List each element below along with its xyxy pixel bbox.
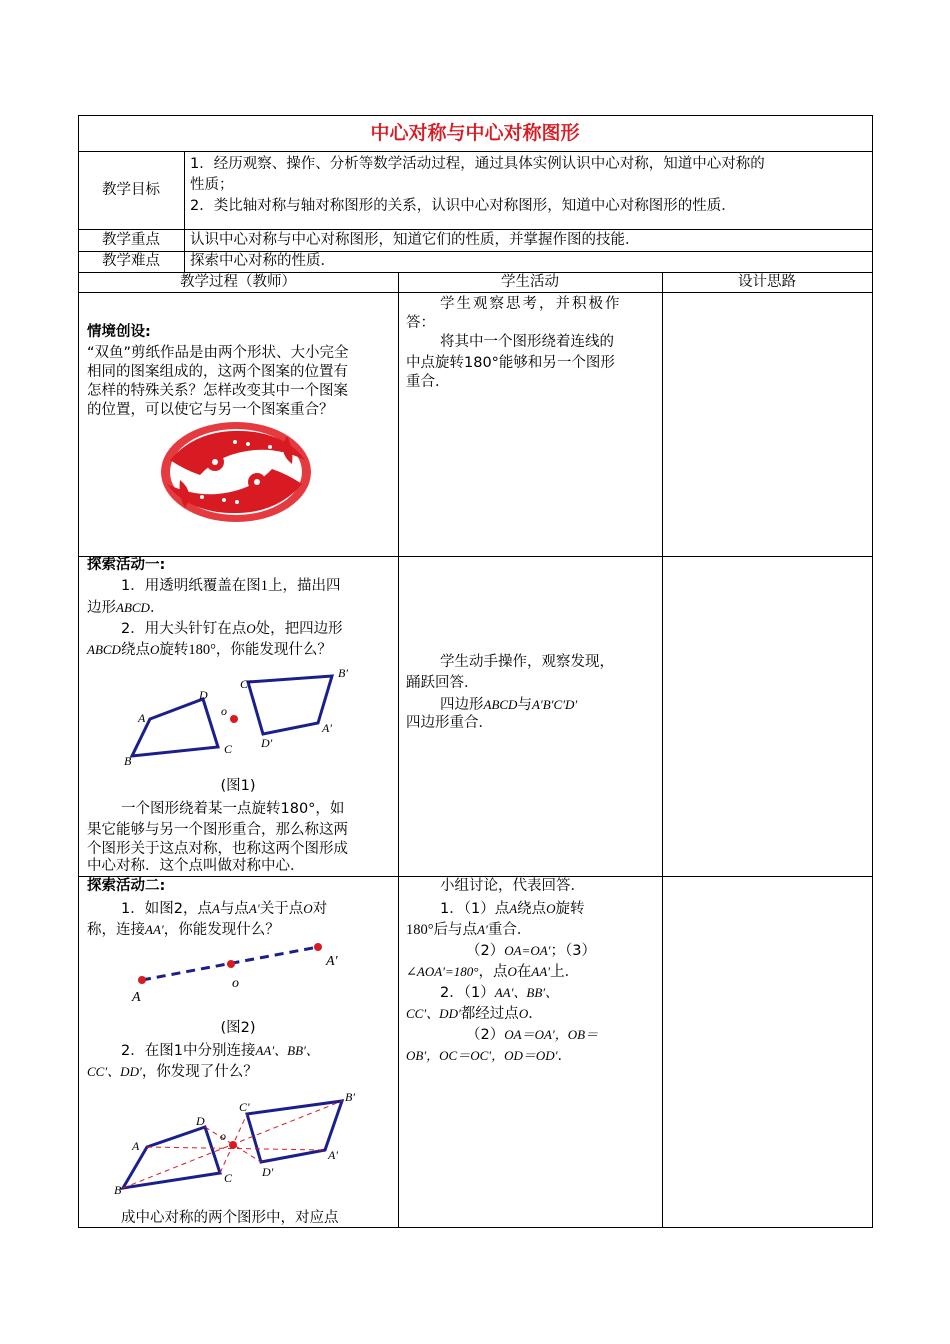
label-o: o [221, 704, 227, 718]
section1-line: 的位置，可以使它与另一个图案重合？ [87, 402, 334, 418]
point-o [227, 960, 235, 968]
label-o: o [220, 1129, 226, 1143]
label-d: D [199, 688, 208, 702]
label-a: A [132, 1139, 140, 1153]
label-d-prime: D′ [261, 736, 273, 750]
section2-step2-cont: ABCD绕点O旋转180°，你能发现什么？ [87, 642, 332, 658]
definition-line: 果它能够与另一个图形重合，那么称这两 [87, 822, 348, 838]
section3-student-line: 2．（1）AA′、BB′、 [440, 985, 559, 1001]
key-text: 认识中心对称与中心对称图形，知道它们的性质，并掌握作图的技能． [190, 232, 640, 248]
column-header-student: 学生活动 [501, 274, 559, 290]
label-c: C [224, 742, 233, 756]
label-a: A [138, 711, 146, 725]
section3-step2-cont: CC′、DD′，你发现了什么？ [87, 1064, 258, 1080]
section1-student-line: 将其中一个图形绕着连线的 [440, 334, 614, 350]
label-d: D [196, 1114, 205, 1128]
section2-step1: 1．用透明纸覆盖在图1上，描出四 [121, 578, 341, 594]
section2-student-line: 学生动手操作，观察发现， [440, 654, 614, 670]
section1-line: 怎样的特殊关系？怎样改变其中一个图案 [87, 383, 348, 399]
definition-line: 一个图形绕着某一点旋转180°，如 [121, 801, 345, 817]
label-a-prime: A′ [328, 1148, 338, 1162]
label-a-prime: A′ [326, 954, 338, 969]
section3-student-line: （2）OA=OA′；（3） [466, 943, 596, 959]
label-c-prime: C′ [239, 1100, 250, 1114]
section2-step2: 2．用大头针钉在点O处，把四边形 [121, 621, 343, 637]
figure-1-caption: (图1) [220, 778, 256, 794]
section1-student-line: 答： [406, 315, 435, 331]
section1-student-line: 中点旋转180°能够和另一个图形 [406, 355, 615, 371]
section3-student-line: CC′、DD′都经过点O． [406, 1006, 543, 1022]
section2-student-line: 踊跃回答． [406, 675, 479, 691]
section1-line: 相同的图案组成的，这两个图案的位置有 [87, 364, 348, 380]
section3-student-intro: 小组讨论，代表回答． [440, 878, 585, 894]
label-a-prime: A′ [322, 721, 332, 735]
section3-last-line: 成中心对称的两个图形中，对应点 [121, 1210, 339, 1226]
difficulty-label: 教学难点 [102, 253, 160, 269]
section3-student-line: 180°后与点A′重合． [406, 922, 532, 938]
section3-heading: 探索活动二: [87, 878, 166, 894]
paper-cut-double-fish-icon [160, 420, 312, 525]
label-d-prime: D′ [262, 1165, 274, 1179]
column-header-design: 设计思路 [738, 274, 796, 290]
page-title: 中心对称与中心对称图形 [370, 122, 580, 144]
section3-step1: 1．如图2，点A与点A′关于点O对 [121, 901, 328, 917]
section2-heading: 探索活动一: [87, 557, 166, 573]
label-b-prime: B′ [338, 666, 348, 680]
figure-2-caption: (图2) [220, 1020, 256, 1036]
difficulty-text: 探索中心对称的性质． [190, 253, 335, 269]
label-c: C [224, 1171, 233, 1185]
label-b-prime: B′ [345, 1090, 355, 1104]
section3-student-line: （2）OA＝OA′，OB＝ [466, 1027, 599, 1043]
section3-student-line: 1．（1）点A绕点O旋转 [440, 901, 585, 917]
quadrilateral-abcd [132, 699, 218, 756]
section3-student-line: OB′，OC＝OC′，OD＝OD′． [406, 1048, 573, 1064]
goal-label: 教学目标 [102, 182, 160, 198]
key-label: 教学重点 [102, 232, 160, 248]
label-o: o [232, 976, 239, 991]
label-c-prime: C′ [240, 677, 251, 691]
definition-line: 个图形关于这点对称，也称这两个图形成 [87, 841, 348, 857]
label-b: B [114, 1183, 122, 1197]
section3-step1-cont: 称，连接AA′，你能发现什么？ [87, 922, 280, 938]
figure-2-segment [128, 935, 348, 1010]
figure-3-connected-quadrilaterals [110, 1088, 370, 1200]
section1-student-line: 重合． [406, 374, 450, 390]
point-a-prime [314, 943, 322, 951]
definition-line: 中心对称．这个点叫做对称中心． [87, 858, 305, 874]
center-point-o [230, 715, 238, 723]
point-a [138, 976, 146, 984]
figure-1-quadrilaterals [110, 662, 370, 777]
section1-line: “双鱼”剪纸作品是由两个形状、大小完全 [87, 345, 349, 361]
label-b: B [124, 754, 132, 768]
section1-heading: 情境创设: [87, 324, 151, 340]
quadrilateral-a1b1c1d1 [248, 676, 332, 734]
column-header-teacher: 教学过程（教师） [180, 274, 296, 290]
section2-step1-cont: 边形ABCD． [87, 600, 165, 616]
section1-student-line: 学生观察思考，并积极作 [440, 296, 622, 312]
section3-student-line: ∠AOA′=180°，点O在AA′上． [406, 964, 580, 980]
section3-step2: 2．在图1中分别连接AA′、BB′、 [121, 1043, 319, 1059]
section2-student-answer-cont: 四边形重合． [406, 715, 493, 731]
section2-student-answer: 四边形ABCD与A′B′C′D′ [440, 697, 578, 713]
goal-item-1: 1．经历观察、操作、分析等数学活动过程，通过具体实例认识中心对称，知道中心对称的 [190, 156, 765, 172]
goal-item-1-cont: 性质； [190, 177, 234, 193]
goal-item-2: 2．类比轴对称与轴对称图形的关系，认识中心对称图形，知道中心对称图形的性质． [190, 198, 736, 214]
label-a: A [132, 990, 141, 1005]
